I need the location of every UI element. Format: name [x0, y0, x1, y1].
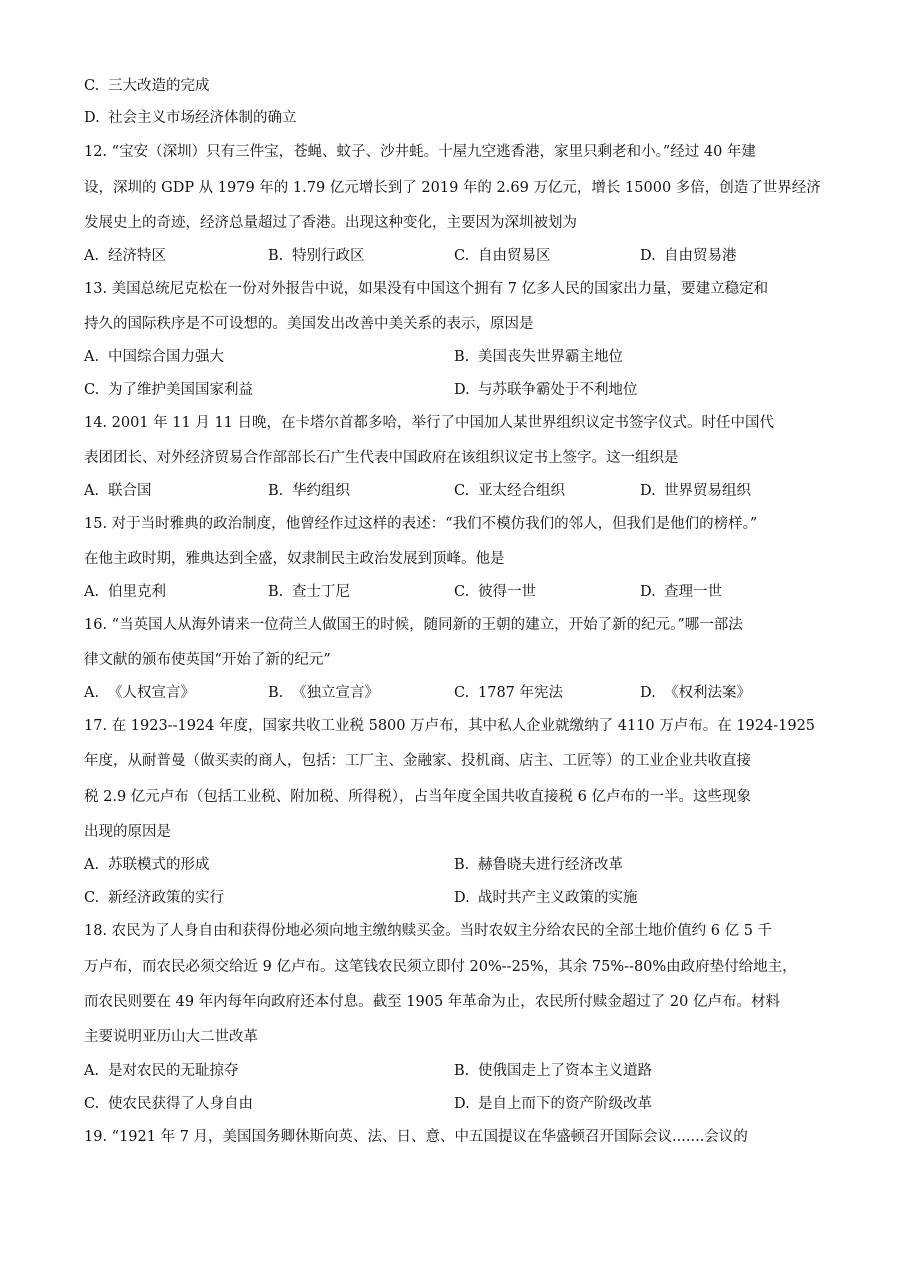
q13-option-a	[84, 347, 224, 367]
q17-stem-line: 税 2.9 亿元卢布（包括工业税、附加税、所得税），占当年度全国共收直接税 6 亿卢布的一半。这些现象	[84, 789, 751, 805]
option-label: A.	[84, 248, 100, 264]
option-text: 经济特区	[108, 248, 166, 264]
option-label: C.	[454, 685, 470, 701]
q14-stem-line: 14. 2001 年 11 月 11 日晚，在卡塔尔首都多哈，举行了中国加人某世界组织议定书签字仪式。时任中国代	[84, 415, 775, 431]
option-text: 《独立宣言》	[292, 685, 379, 701]
option-text: 自由贸易港	[664, 248, 737, 264]
option-text: 新经济政策的实行	[108, 890, 224, 906]
q14-option-d	[640, 481, 751, 501]
option-text: 三大改造的完成	[108, 78, 210, 94]
q18-option-b	[454, 1061, 652, 1081]
q14-option-c	[454, 481, 565, 501]
q13-stem-line: 13. 美国总统尼克松在一份对外报告中说，如果没有中国这个拥有 7 亿多人民的国家出力量，要建立稳定和	[84, 281, 769, 297]
q13-option-b	[454, 347, 623, 367]
option-text: 《人权宣言》	[108, 685, 195, 701]
option-label: D.	[84, 110, 100, 126]
option-label: D.	[640, 483, 656, 499]
q15-option-c	[454, 582, 536, 602]
q12-stem-line: 发展史上的奇迹，经济总量超过了香港。出现这种变化，主要因为深圳被划为	[84, 215, 577, 231]
q17-stem-line: 年度，从耐普曼（做买卖的商人，包括：工厂主、金融家、投机商、店主、工匠等）的工业企业共收直接	[84, 753, 751, 769]
q12-stem-line: 12. “宝安（深圳）只有三件宝，苍蝇、蚊子、沙井蚝。十屋九空逃香港，家里只剩老和小。”经过 40 年建	[84, 144, 756, 160]
q15-option-d	[640, 582, 722, 602]
q18-stem-line: 万卢布，而农民必须交给近 9 亿卢布。这笔钱农民须立即付 20%--25%，其余 75%--80%由政府垫付给地主，	[84, 959, 797, 975]
option-label: C.	[454, 483, 470, 499]
option-text: 亚太经合组织	[478, 483, 565, 499]
q18-stem-line: 18. 农民为了人身自由和获得份地必须向地主缴纳赎买金。当时农奴主分给农民的全部土地价值约 6 亿 5 千	[84, 923, 773, 939]
q14-option-a	[84, 481, 152, 501]
q18-option-c	[84, 1094, 253, 1114]
option-text: 为了维护美国国家利益	[108, 382, 253, 398]
option-label: B.	[454, 857, 470, 873]
option-label: D.	[454, 382, 470, 398]
option-label: B.	[454, 1063, 470, 1079]
option-text: 使俄国走上了资本主义道路	[478, 1063, 652, 1079]
q17-stem-line: 17. 在 1923--1924 年度，国家共收工业税 5800 万卢布，其中私人企业就缴纳了 4110 万卢布。在 1924-1925	[84, 718, 816, 734]
q14-stem-line: 表团团长、对外经济贸易合作部部长石广生代表中国政府在该组织议定书上签字。这一组织是	[84, 450, 679, 466]
q12-stem-line: 设，深圳的 GDP 从 1979 年的 1.79 亿元增长到了 2019 年的 2.69 万亿元，增长 15000 多倍，创造了世界经济	[84, 180, 821, 196]
option-text: 联合国	[108, 483, 152, 499]
q18-option-a	[84, 1061, 239, 1081]
q13-option-c	[84, 380, 253, 400]
option-label: D.	[454, 1096, 470, 1112]
option-text: 战时共产主义政策的实施	[478, 890, 638, 906]
option-text: 是自上而下的资产阶级改革	[478, 1096, 652, 1112]
option-text: 查理一世	[664, 584, 722, 600]
q15-option-b	[268, 582, 350, 602]
option-label: A.	[84, 584, 100, 600]
option-label: B.	[268, 685, 284, 701]
q12-option-b	[268, 246, 365, 266]
option-label: D.	[640, 248, 656, 264]
q13-stem-line: 持久的国际秩序是不可设想的。美国发出改善中美关系的表示，原因是	[84, 316, 534, 332]
q11-option-d	[84, 108, 297, 128]
option-text: 美国丧失世界霸主地位	[478, 349, 623, 365]
q16-stem-line: 律文献的颁布使英国“开始了新的纪元”	[84, 652, 331, 668]
q17-option-c	[84, 888, 224, 908]
q14-option-b	[268, 481, 350, 501]
option-label: D.	[640, 685, 656, 701]
option-text: 彼得一世	[478, 584, 536, 600]
option-label: A.	[84, 349, 100, 365]
option-label: A.	[84, 685, 100, 701]
option-label: A.	[84, 1063, 100, 1079]
option-label: A.	[84, 483, 100, 499]
option-label: C.	[84, 78, 100, 94]
q18-stem-line: 主要说明亚历山大二世改革	[84, 1029, 258, 1045]
option-text: 特别行政区	[292, 248, 365, 264]
q16-option-d	[640, 683, 751, 703]
option-label: B.	[268, 584, 284, 600]
q18-stem-line: 而农民则要在 49 年内每年向政府还本付息。截至 1905 年革命为止，农民所付赎金超过了 20 亿卢布。材料	[84, 994, 780, 1010]
option-text: 使农民获得了人身自由	[108, 1096, 253, 1112]
option-text: 华约组织	[292, 483, 350, 499]
option-text: 与苏联争霸处于不利地位	[478, 382, 638, 398]
q18-option-d	[454, 1094, 652, 1114]
option-text: 伯里克利	[108, 584, 166, 600]
option-text: 是对农民的无耻掠夺	[108, 1063, 239, 1079]
option-text: 社会主义市场经济体制的确立	[108, 110, 297, 126]
option-text: 赫鲁晓夫进行经济改革	[478, 857, 623, 873]
option-text: 中国综合国力强大	[108, 349, 224, 365]
option-label: B.	[268, 483, 284, 499]
q17-option-b	[454, 855, 623, 875]
option-label: C.	[454, 248, 470, 264]
option-label: C.	[84, 890, 100, 906]
option-label: C.	[454, 584, 470, 600]
q19-stem-line: 19. “1921 年 7 月，美国国务卿休斯向英、法、日、意、中五国提议在华盛顿召开国际会议.......会议的	[84, 1129, 748, 1145]
option-text: 《权利法案》	[664, 685, 751, 701]
q16-option-c	[454, 683, 563, 703]
option-text: 自由贸易区	[478, 248, 551, 264]
q16-option-a	[84, 683, 195, 703]
option-text: 世界贸易组织	[664, 483, 751, 499]
q15-stem-line: 在他主政时期，雅典达到全盛，奴隶制民主政治发展到顶峰。他是	[84, 551, 505, 567]
option-label: B.	[268, 248, 284, 264]
q17-option-d	[454, 888, 638, 908]
option-label: D.	[454, 890, 470, 906]
q12-option-a	[84, 246, 166, 266]
q16-stem-line: 16. “当英国人从海外请来一位荷兰人做国王的时候，随同新的王朝的建立，开始了新的纪元。”哪一部法	[84, 617, 743, 633]
option-label: C.	[84, 382, 100, 398]
q17-option-a	[84, 855, 210, 875]
q12-option-d	[640, 246, 737, 266]
q17-stem-line: 出现的原因是	[84, 824, 171, 840]
q12-option-c	[454, 246, 551, 266]
option-label: C.	[84, 1096, 100, 1112]
option-label: B.	[454, 349, 470, 365]
q13-option-d	[454, 380, 638, 400]
q16-option-b	[268, 683, 379, 703]
q15-stem-line: 15. 对于当时雅典的政治制度，他曾经作过这样的表述：“我们不模仿我们的邻人，但我们是他们的榜样。”	[84, 516, 758, 532]
q15-option-a	[84, 582, 166, 602]
option-text: 查士丁尼	[292, 584, 350, 600]
option-text: 1787 年宪法	[478, 685, 564, 701]
option-label: A.	[84, 857, 100, 873]
option-label: D.	[640, 584, 656, 600]
option-text: 苏联模式的形成	[108, 857, 210, 873]
q11-option-c	[84, 76, 210, 96]
